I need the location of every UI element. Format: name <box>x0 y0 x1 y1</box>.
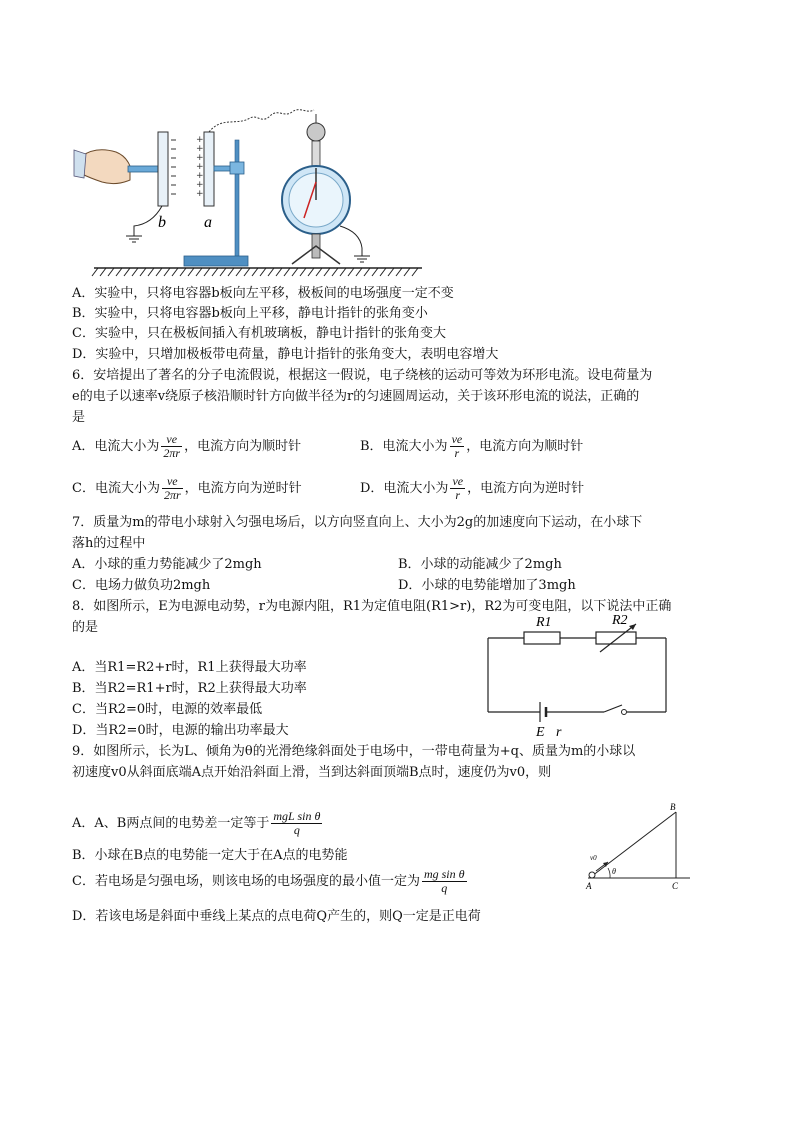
q8-option-d: D．当R2=0时，电源的输出功率最大 <box>72 723 289 738</box>
r-label: r <box>556 725 562 740</box>
svg-text:+: + <box>196 162 204 172</box>
q6-d-suffix: ，电流方向为逆时针 <box>467 481 585 496</box>
q9-stem-line1: 9．如图所示，长为L、倾角为θ的光滑绝缘斜面处于电场中，一带电荷量为+q、质量为m的小球以 <box>72 744 636 759</box>
e-label: E <box>536 725 545 740</box>
q6-option-c <box>72 475 302 502</box>
point-b-label: B <box>670 802 676 812</box>
q9-option-a <box>72 810 324 837</box>
q8-option-b: B．当R2=R1+r时，R2上获得最大功率 <box>72 681 307 696</box>
q8-option-a: A．当R1=R2+r时，R1上获得最大功率 <box>72 660 307 675</box>
incline-figure <box>576 798 696 894</box>
q9-option-d: D．若该电场是斜面中垂线上某点的点电荷Q产生的，则Q一定是正电荷 <box>72 909 481 924</box>
svg-text:+: + <box>196 144 204 154</box>
q9-a-fraction: $\frac{\text{mgL sin θ}}{q}$ <box>273 809 321 837</box>
q7-stem-line2: 落h的过程中 <box>72 536 146 551</box>
q6-stem-line1: 6．安培提出了著名的分子电流假说，根据这一假说，电子绕核的运动可等效为环形电流。设电荷量为 <box>72 368 653 383</box>
q9-option-b: B．小球在B点的电势能一定大于在A点的电势能 <box>72 848 348 863</box>
q6-stem-line3: 是 <box>72 410 86 425</box>
q6-c-suffix: ，电流方向为逆时针 <box>184 481 302 496</box>
resistor-r1 <box>524 632 560 644</box>
q7-option-d: D．小球的电势能增加了3mgh <box>398 578 576 593</box>
point-c-label: C <box>672 881 679 891</box>
q5-option-a: A．实验中，只将电容器b板向左平移，极板间的电场强度一定不变 <box>72 286 454 301</box>
ball-icon <box>589 872 595 878</box>
circuit-figure <box>480 608 680 740</box>
v0-label: v0 <box>590 854 597 862</box>
point-a-label: A <box>586 881 592 891</box>
svg-text:+: + <box>196 180 204 190</box>
q7-option-a: A．小球的重力势能减少了2mgh <box>72 557 262 572</box>
q6-option-a <box>72 433 301 460</box>
q6-a-prefix: A．电流大小为 <box>72 439 160 454</box>
svg-text:+: + <box>196 135 204 145</box>
q9-stem-line2: 初速度v0从斜面底端A点开始沿斜面上滑，当到达斜面顶端B点时，速度仍为v0，则 <box>72 765 552 780</box>
capacitor-electroscope-figure <box>72 96 432 282</box>
q9-option-c <box>72 868 469 895</box>
q6-option-b <box>360 433 583 460</box>
q8-option-c: C．当R2=0时，电源的效率最低 <box>72 702 263 717</box>
q8-stem-line1: 8．如图所示，E为电源电动势，r为电源内阻，R1为定值电阻(R1>r)，R2为可变电阻，以下说法中正确 <box>72 599 672 614</box>
q6-d-prefix: D．电流大小为 <box>360 481 449 496</box>
q6-a-suffix: ，电流方向为顺时针 <box>184 439 302 454</box>
q9-a-prefix: A．A、B两点间的电势差一定等于 <box>72 816 270 831</box>
q6-c-prefix: C．电流大小为 <box>72 481 160 496</box>
svg-text:+: + <box>196 153 204 163</box>
q6-a-fraction: $\frac{ve}{2\pi r}$ <box>163 432 181 460</box>
q7-stem-line1: 7．质量为m的带电小球射入匀强电场后，以方向竖直向上、大小为2g的加速度向下运动，在小球下 <box>72 515 643 530</box>
switch-icon <box>604 705 622 712</box>
q6-b-prefix: B．电流大小为 <box>360 439 448 454</box>
q6-c-fraction: $\frac{ve}{2\pi r}$ <box>163 474 181 502</box>
q9-c-fraction: $\frac{\text{mg sin θ}}{q}$ <box>423 867 465 895</box>
q5-option-b: B．实验中，只将电容器b板向上平移，静电计指针的张角变小 <box>72 306 428 321</box>
svg-text:+: + <box>196 171 204 181</box>
q8-stem-line2: 的是 <box>72 620 99 635</box>
q5-option-c: C．实验中，只在极板间插入有机玻璃板，静电计指针的张角变大 <box>72 326 446 341</box>
q6-b-suffix: ，电流方向为顺时针 <box>466 439 584 454</box>
q5-option-d: D．实验中，只增加极板带电荷量，静电计指针的张角变大，表明电容增大 <box>72 347 499 362</box>
plate-b-label: b <box>158 214 166 231</box>
plate-a-label: a <box>204 214 212 231</box>
r2-label: R2 <box>612 613 628 628</box>
q6-option-d <box>360 475 584 502</box>
q9-c-prefix: C．若电场是匀强电场，则该电场的电场强度的最小值一定为 <box>72 874 420 889</box>
q6-stem-line2: e的电子以速率v绕原子核沿顺时针方向做半径为r的匀速圆周运动，关于该环形电流的说法，正确的 <box>72 389 640 404</box>
q7-option-b: B．小球的动能减少了2mgh <box>398 557 562 572</box>
theta-label: θ <box>612 867 616 876</box>
q7-option-c: C．电场力做负功2mgh <box>72 578 211 593</box>
resistor-r2 <box>596 632 636 644</box>
svg-text:+: + <box>196 189 204 199</box>
r1-label: R1 <box>536 615 552 630</box>
q6-b-fraction: $\frac{ve}{r}$ <box>451 432 463 460</box>
q6-d-fraction: $\frac{ve}{r}$ <box>452 474 464 502</box>
